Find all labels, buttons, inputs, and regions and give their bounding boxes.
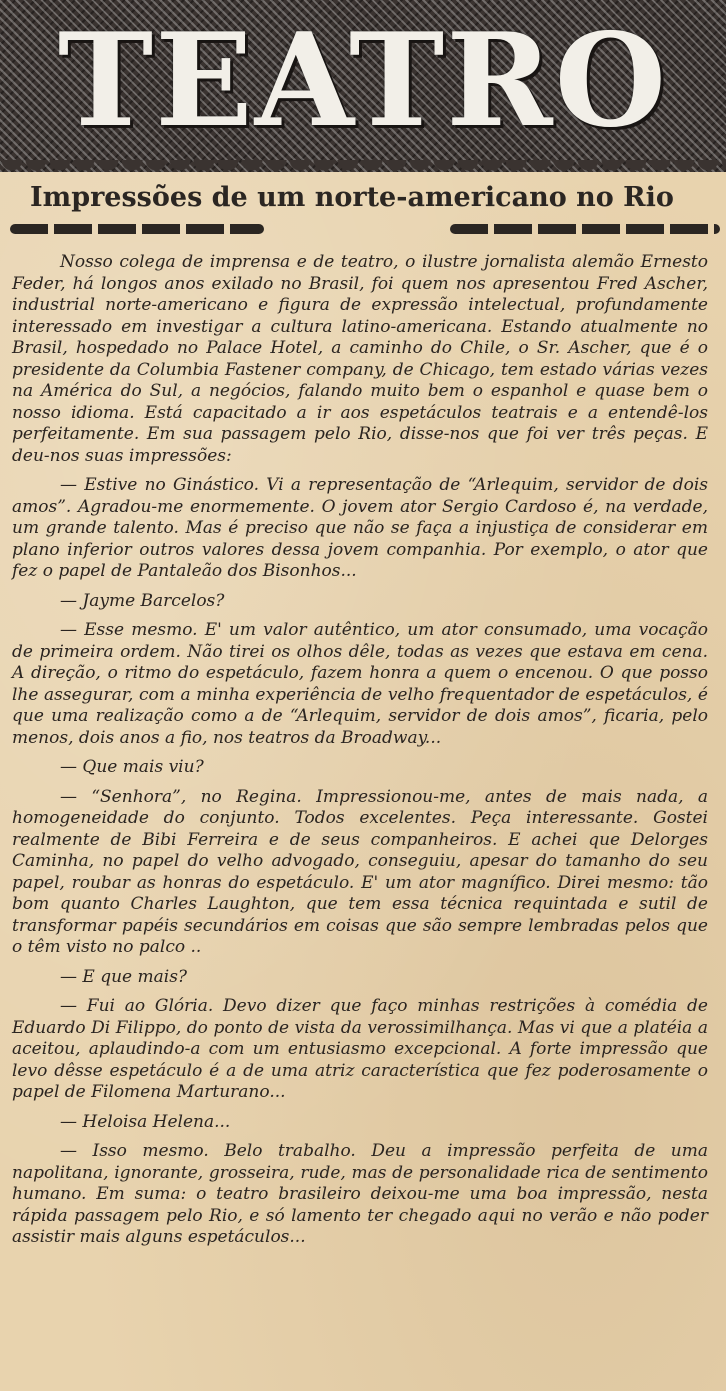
paragraph-intro: Nosso colega de imprensa e de teatro, o ilustre jornalista alemão Ernesto Feder, há longos anos exilado no Brasil, foi quem nos apresentou Fred Ascher, industrial norte-americano e figura de expressão intelectual, profundamente interessado em investigar a cultura latino-americana. Estando atualmente no Brasil, hospedado no Palace Hotel, a caminho do Chile, o Sr. Ascher, que é o presidente da Columbia Fastener company, de Chicago, tem estado várias vezes na América do Sul, a negócios, falando muito bem o espanhol e quase bem o nosso idioma. Está capacitado a ir aos espetáculos teatrais e a entendê-los perfeitamente. Em sua passagem pelo Rio, disse-nos que foi ver três peças. E deu-nos suas impressões: [12,252,708,466]
decorative-rule-left [10,224,264,234]
masthead-title: TEATRO [57,6,669,156]
paragraph: — Fui ao Glória. Devo dizer que faço minhas restrições à comédia de Eduardo Di Filippo, do ponto de vista da verossimilhança. Mas vi que a platéia a aceitou, aplaudindo-a com um entusiasmo excepcional. A forte impressão que levo dêsse espetáculo é a de uma atriz característica que fez poderosamente o papel de Filomena Marturano... [12,996,708,1102]
masthead-banner [0,0,726,172]
paragraph: — Esse mesmo. E' um valor autêntico, um ator consumado, uma vocação de primeira ordem. Não tirei os olhos dêle, todas as vezes que estava em cena. A direção, o ritmo do espetáculo, fazem honra a quem o encenou. O que posso lhe assegurar, com a minha experiência de velho frequentador de espetáculos, é que uma realização como a de “Arlequim, servidor de dois amos”, ficaria, pelo menos, dois anos a fio, nos teatros da Broadway... [12,620,708,748]
article-body [12,252,708,1257]
paragraph: — E que mais? [60,966,188,987]
paragraph: — Jayme Barcelos? [60,590,225,611]
paragraph-closing: — Isso mesmo. Belo trabalho. Deu a impressão perfeita de uma napolitana, ignorante, grosseira, rude, mas de personalidade rica de sentimento humano. Em suma: o teatro brasileiro deixou-me uma boa impressão, nesta rápida passagem pelo Rio, e só lamento ter chegado aqui no verão e não poder assistir mais alguns espetáculos... [12,1141,708,1247]
paragraph: — Que mais viu? [60,757,204,777]
paragraph: — Estive no Ginástico. Vi a representação de “Arlequim, servidor de dois amos”. Agradou-me enormemente. O jovem ator Sergio Cardoso é, na verdade, um grande talento. Mas é preciso que não se faça a injustiça de considerar em plano inferior outros valores dessa jovem companhia. Por exemplo, o ator que fez o papel de Pantaleão dos Bisonhos... [12,475,708,581]
scalloped-border [0,160,726,176]
article-headline: Impressões de um norte-americano no Rio [30,182,674,213]
paragraph: — “Senhora”, no Regina. Impressionou-me, antes de mais nada, a homogeneidade do conjunto. Todos excelentes. Peça interessante. Gostei realmente de Bibi Ferreira e de seus companheiros. E achei que Delorges Caminha, no papel do velho advogado, conseguiu, apesar do tamanho do seu papel, roubar as honras do espetáculo. E' um ator magnífico. Direi mesmo: tão bom quanto Charles Laughton, que tem essa técnica requintada e sutil de transformar papéis secundários em coisas que são sempre lembradas pelos que o têm visto no palco .. [12,786,708,957]
decorative-rule-right [450,224,720,234]
paragraph: — Heloisa Helena... [60,1111,231,1132]
